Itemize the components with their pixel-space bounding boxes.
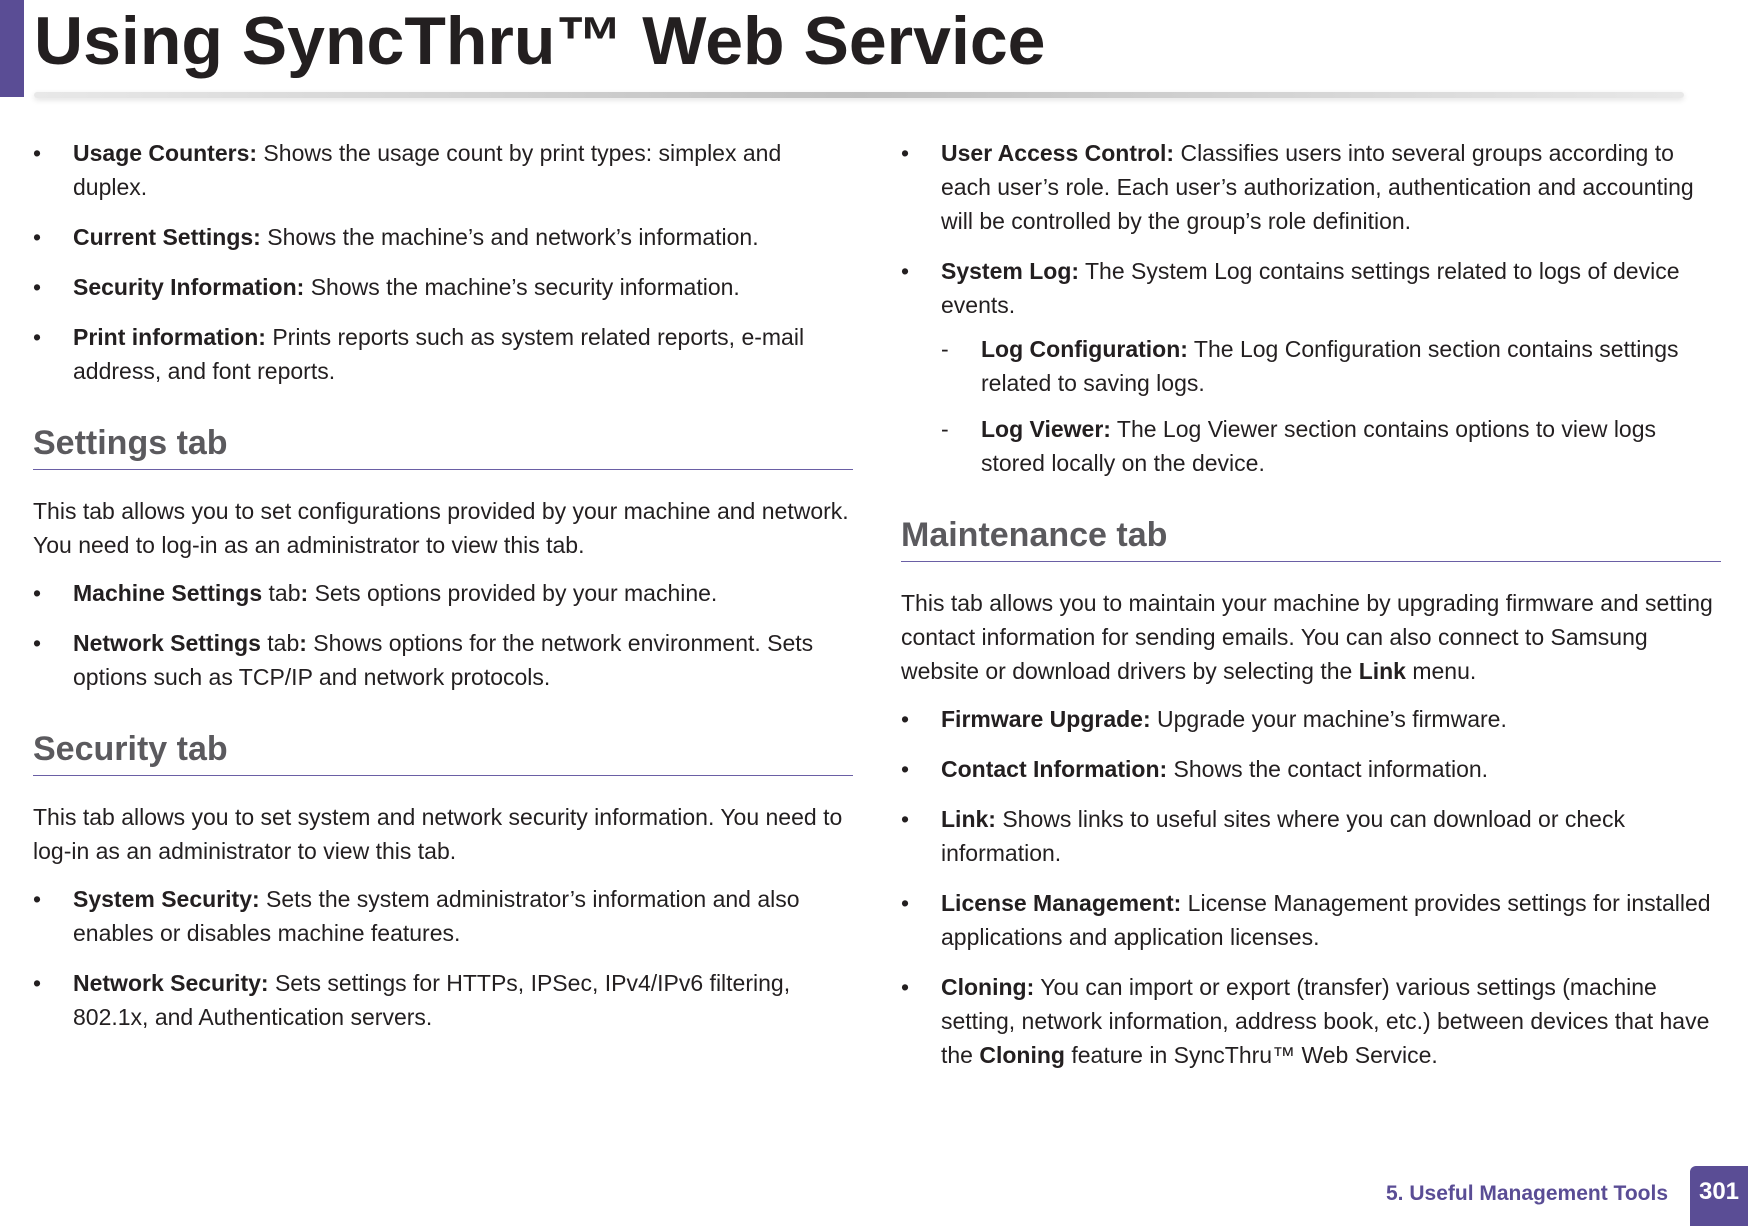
dash-icon: - [941,336,949,362]
description: Shows options for the network environment. Sets options such as TCP/IP and network protocols. [73,630,814,690]
title-accent-bar [0,0,24,97]
description-end: feature in SyncThru™ Web Service. [1064,1042,1438,1068]
bullet-icon: • [33,224,42,250]
list-item [33,626,853,694]
bullet-icon: • [33,324,42,350]
list-item [901,970,1721,1072]
dash-icon: - [941,416,949,442]
bullet-icon: • [33,580,42,606]
sub-list-item [941,332,1721,400]
term: Contact Information: [941,756,1168,782]
list-item [33,136,853,204]
footer-chapter: 5. Useful Management Tools [1386,1182,1668,1205]
list-item [901,802,1721,870]
list-item [33,320,853,388]
list-item [901,752,1721,786]
description: Shows the machine’s security information. [304,274,740,300]
bullet-icon: • [901,890,910,916]
description: Sets settings for HTTPs, IPSec, IPv4/IPv6 filtering, 802.1x, and Authentication servers. [73,970,791,1030]
security-items-list [33,882,853,1034]
description: Sets the system administrator’s information and also enables or disables machine features. [73,886,800,946]
list-item [901,136,1721,238]
description: Shows links to useful sites where you can download or check information. [941,806,1625,866]
description: License Management provides settings for installed applications and application licenses. [941,890,1711,950]
term-colon: : [300,580,309,606]
description: You can import or export (transfer) various settings (machine setting, network information, address book, etc.) between devices that have the [941,974,1710,1068]
list-item [33,966,853,1034]
bullet-icon: • [901,140,910,166]
bullet-icon: • [901,974,910,1000]
term: Firmware Upgrade: [941,706,1151,732]
security-tab-intro: This tab allows you to set system and network security information. You need to log-in as an administrator to view this tab. [33,804,843,864]
term-colon: : [299,630,307,656]
term: Link: [941,806,996,832]
maintenance-tab-heading: Maintenance tab [901,516,1721,562]
description: Shows the contact information. [1167,756,1489,782]
right-column [901,136,1721,1088]
maintenance-tab-intro [901,586,1721,688]
term: User Access Control: [941,140,1175,166]
settings-tab-heading: Settings tab [33,424,853,470]
page-number: 301 [1690,1166,1748,1226]
description: Shows the machine’s and network’s information. [260,224,759,250]
intro-text: This tab allows you to maintain your machine by upgrading firmware and setting contact information for sending emails. You can also connect to Samsung website or download drivers by selecting the [901,590,1713,684]
term: Usage Counters: [73,140,258,166]
system-log-sublist [941,332,1721,480]
bullet-icon: • [33,274,42,300]
term: Print information: [73,324,266,350]
term-suffix: tab [262,580,301,606]
bullet-icon: • [33,140,42,166]
bullet-icon: • [901,756,910,782]
bullet-icon: • [33,886,42,912]
bullet-icon: • [901,706,910,732]
description: Sets options provided by your machine. [308,580,718,606]
maintenance-items-list [901,702,1721,1072]
link-menu-term: Link [1358,658,1406,684]
description: The System Log contains settings related to logs of device events. [941,258,1680,318]
list-item [33,270,853,304]
term: Network Security: [73,970,269,996]
list-item [901,254,1721,480]
settings-tab-intro: This tab allows you to set configurations provided by your machine and network. You need to log-in as an administrator to view this tab. [33,498,849,558]
description: The Log Configuration section contains settings related to saving logs. [981,336,1679,396]
cloning-feature-term: Cloning [979,1042,1065,1068]
bullet-icon: • [901,258,910,284]
term: Security Information: [73,274,305,300]
bullet-icon: • [33,970,42,996]
term: Machine Settings [73,580,263,606]
term: Cloning: [941,974,1035,1000]
description: Shows the usage count by print types: simplex and duplex. [73,140,782,200]
term: System Log: [941,258,1080,284]
title-rule [34,92,1684,98]
term: System Security: [73,886,260,912]
sub-list-item [941,412,1721,480]
term: License Management: [941,890,1182,916]
description: Classifies users into several groups according to each user’s role. Each user’s authorization, authentication and accounting will be controlled by the group’s role definition. [941,140,1694,234]
security-tab-heading: Security tab [33,730,853,776]
left-column [33,136,853,1050]
bullet-icon: • [901,806,910,832]
list-item [33,576,853,610]
page-title: Using SyncThru™ Web Service [34,3,1046,79]
term: Current Settings: [73,224,261,250]
intro-text-end: menu. [1405,658,1477,684]
status-items-list [33,136,853,388]
list-item [33,882,853,950]
term: Log Viewer: [981,416,1111,442]
list-item [901,886,1721,954]
settings-items-list [33,576,853,694]
term: Log Configuration: [981,336,1188,362]
description: Prints reports such as system related reports, e-mail address, and font reports. [73,324,805,384]
list-item [33,220,853,254]
list-item [901,702,1721,736]
bullet-icon: • [33,630,42,656]
security-items-continued-list [901,136,1721,480]
term-suffix: tab [260,630,300,656]
description: The Log Viewer section contains options to view logs stored locally on the device. [981,416,1657,476]
term: Network Settings [73,630,261,656]
description: Upgrade your machine’s firmware. [1150,706,1507,732]
